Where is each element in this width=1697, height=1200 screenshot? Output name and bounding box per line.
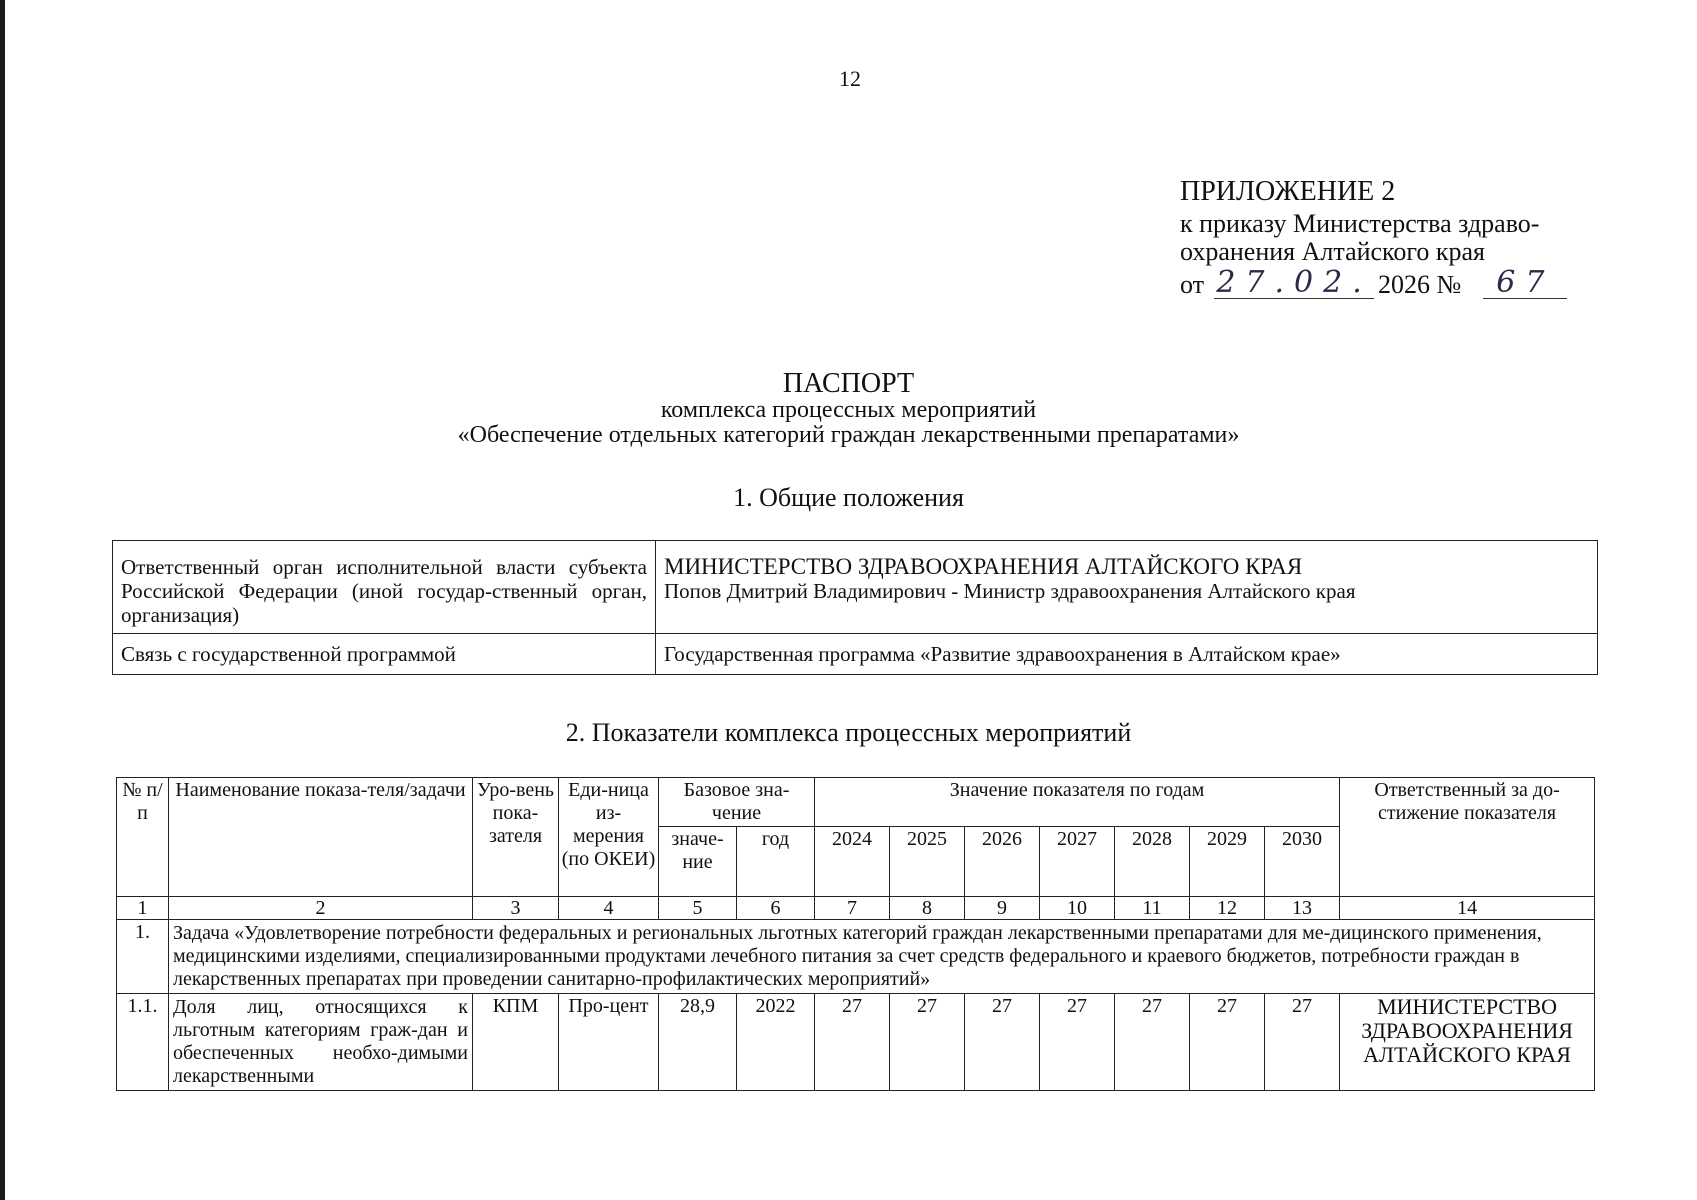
row-value: 27 bbox=[965, 994, 1040, 1091]
task-text: Задача «Удовлетворение потребности федеральных и региональных льготных категорий граждан лекарственными препаратами для ме-дицинского применения, медицинскими изделиями, специализированными продуктами лечебного питания за счет средств федерального и краевого бюджетов, потребности граждан в лекарственных препаратах при проведении санитарно-профилактических мероприятий» bbox=[169, 920, 1595, 994]
header-base: Базовое зна-чение bbox=[659, 778, 815, 827]
indicators-table bbox=[116, 777, 1595, 1091]
row-unit: Про-цент bbox=[559, 994, 659, 1091]
column-number: 9 bbox=[965, 897, 1040, 920]
date-year-number: 2026 № bbox=[1378, 270, 1462, 299]
header-responsible: Ответственный за до-стижение показателя bbox=[1340, 778, 1595, 897]
row-value: 27 bbox=[1115, 994, 1190, 1091]
column-number: 14 bbox=[1340, 897, 1595, 920]
row-name: Доля лиц, относящихся к льготным категориям граж-дан и обеспеченных необхо-димыми лекарственными bbox=[169, 994, 473, 1091]
row-value: 27 bbox=[1265, 994, 1340, 1091]
header-year: 2026 bbox=[965, 827, 1040, 897]
column-number: 8 bbox=[890, 897, 965, 920]
header-name: Наименование показа-теля/задачи bbox=[169, 778, 473, 897]
date-prefix: от bbox=[1180, 270, 1205, 299]
document-subtitle-1: комплекса процессных мероприятий bbox=[660, 397, 1037, 423]
column-numbers-row bbox=[117, 897, 1595, 920]
row-responsible: МИНИСТЕРСТВО ЗДРАВООХРАНЕНИЯ АЛТАЙСКОГО КРАЯ bbox=[1340, 994, 1595, 1091]
row-value: 27 bbox=[890, 994, 965, 1091]
row-num: 1.1. bbox=[117, 994, 169, 1091]
document-title: ПАСПОРТ bbox=[782, 368, 915, 399]
task-row bbox=[117, 920, 1595, 994]
general-info-table bbox=[112, 540, 1598, 675]
row-level: КПМ bbox=[473, 994, 559, 1091]
column-number: 11 bbox=[1115, 897, 1190, 920]
program-link-value: Государственная программа «Развитие здравоохранения в Алтайском крае» bbox=[656, 634, 1598, 675]
header-row bbox=[117, 778, 1595, 827]
header-base-year: год bbox=[737, 827, 815, 897]
appendix-date-line bbox=[1180, 265, 1567, 300]
header-year: 2025 bbox=[890, 827, 965, 897]
appendix-line-2: охранения Алтайского края bbox=[1180, 237, 1486, 266]
program-link-label: Связь с государственной программой bbox=[113, 634, 656, 675]
column-number: 5 bbox=[659, 897, 737, 920]
responsible-body-person: Попов Дмитрий Владимирович - Министр здравоохранения Алтайского края bbox=[664, 579, 1356, 603]
header-year: 2024 bbox=[815, 827, 890, 897]
column-number: 10 bbox=[1040, 897, 1115, 920]
appendix-title: ПРИЛОЖЕНИЕ 2 bbox=[1180, 176, 1396, 207]
column-number: 13 bbox=[1265, 897, 1340, 920]
table-row bbox=[117, 994, 1595, 1091]
column-number: 4 bbox=[559, 897, 659, 920]
responsible-body-org: МИНИСТЕРСТВО ЗДРАВООХРАНЕНИЯ АЛТАЙСКОГО КРАЯ bbox=[664, 554, 1303, 579]
responsible-body-value bbox=[656, 541, 1598, 634]
header-num: № п/п bbox=[117, 778, 169, 897]
table-row bbox=[113, 634, 1598, 675]
task-num: 1. bbox=[117, 920, 169, 994]
responsible-body-label: Ответственный орган исполнительной власти субъекта Российской Федерации (иной государ-ственный орган, организация) bbox=[113, 541, 656, 634]
header-base-value: значе-ние bbox=[659, 827, 737, 897]
appendix-line-1: к приказу Министерства здраво- bbox=[1180, 209, 1540, 238]
row-value: 27 bbox=[1190, 994, 1265, 1091]
row-value: 27 bbox=[815, 994, 890, 1091]
page-number: 12 bbox=[839, 66, 861, 91]
row-value: 27 bbox=[1040, 994, 1115, 1091]
handwritten-number: 67 bbox=[1483, 268, 1567, 299]
row-base-value: 28,9 bbox=[659, 994, 737, 1091]
column-number: 3 bbox=[473, 897, 559, 920]
table-row bbox=[113, 541, 1598, 634]
header-level: Уро-вень пока-зателя bbox=[473, 778, 559, 897]
header-year: 2029 bbox=[1190, 827, 1265, 897]
document-subtitle-2: «Обеспечение отдельных категорий граждан лекарственными препаратами» bbox=[457, 422, 1240, 448]
header-year: 2030 bbox=[1265, 827, 1340, 897]
handwritten-date: 27.02. bbox=[1214, 268, 1374, 299]
row-base-year: 2022 bbox=[737, 994, 815, 1091]
section-2-title: 2. Показатели комплекса процессных мероприятий bbox=[565, 718, 1132, 747]
column-number: 12 bbox=[1190, 897, 1265, 920]
column-number: 6 bbox=[737, 897, 815, 920]
column-number: 7 bbox=[815, 897, 890, 920]
header-by-years: Значение показателя по годам bbox=[815, 778, 1340, 827]
header-year: 2027 bbox=[1040, 827, 1115, 897]
column-number: 1 bbox=[117, 897, 169, 920]
header-year: 2028 bbox=[1115, 827, 1190, 897]
appendix-block bbox=[1180, 178, 1567, 299]
header-unit: Еди-ница из-мерения (по ОКЕИ) bbox=[559, 778, 659, 897]
scan-edge bbox=[0, 0, 5, 1200]
section-1-title: 1. Общие положения bbox=[733, 483, 964, 512]
column-number: 2 bbox=[169, 897, 473, 920]
